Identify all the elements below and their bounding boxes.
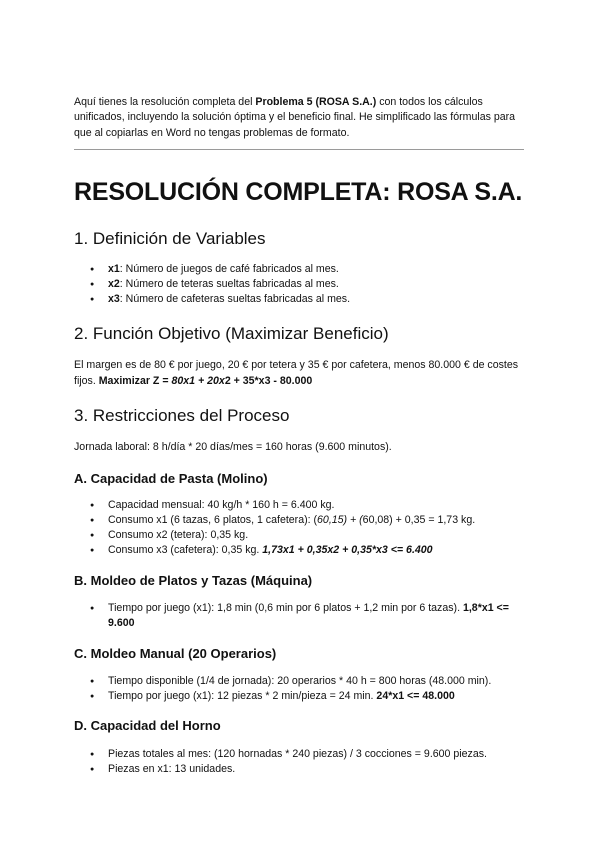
maquina-constraint: 1,8*x1 <= 9.600 (108, 602, 509, 629)
document-title: RESOLUCIÓN COMPLETA: ROSA S.A. (74, 178, 523, 206)
list-item: ● Consumo x1 (6 tazas, 6 platos, 1 cafetera): (60,15) + (60,08) + 0,35 = 1,73 kg. (74, 513, 526, 528)
variables-list (74, 262, 526, 307)
intro-paragraph (74, 95, 526, 142)
list-item: ● Tiempo por juego (x1): 12 piezas * 2 min/pieza = 24 min. 24*x1 <= 48.000 (74, 689, 526, 704)
manual-list (74, 674, 526, 704)
subsection-b-heading: B. Moldeo de Platos y Tazas (Máquina) (74, 573, 313, 588)
subsection-c-heading: C. Moldeo Manual (20 Operarios) (74, 646, 277, 661)
list-item: ● Tiempo por juego (x1): 1,8 min (0,6 min por 6 platos + 1,2 min por 6 tazas). 1,8*x1 <= 9.600 (74, 601, 526, 631)
objective-paragraph: El margen es de 80 € por juego, 20 € por tetera y 35 € por cafetera, menos 80.000 € de costes fijos. Maximizar Z = 80x1 + 20x2 + 35*x3 - 80.000 (74, 359, 519, 387)
list-item: ● Consumo x2 (tetera): 0,35 kg. (74, 528, 526, 543)
intro-problem-name: Problema 5 (ROSA S.A.) (255, 95, 377, 108)
list-item: ● x2: Número de teteras sueltas fabricadas al mes. (74, 277, 526, 292)
section-1-heading: 1. Definición de Variables (74, 229, 266, 248)
subsection-d-heading: D. Capacidad del Horno (74, 718, 221, 733)
maquina-list (74, 601, 526, 631)
section-3-heading: 3. Restricciones del Proceso (74, 406, 290, 425)
list-item: ● Consumo x3 (cafetera): 0,35 kg. 1,73x1 + 0,35x2 + 0,35*x3 <= 6.400 (74, 543, 526, 558)
objective-label: Maximizar Z = (98, 374, 172, 387)
list-item: ● Piezas totales al mes: (120 hornadas * 240 piezas) / 3 cocciones = 9.600 piezas. (74, 747, 526, 762)
pasta-constraint: 1,73x1 + 0,35x2 + 0,35*x3 <= 6.400 (262, 544, 433, 556)
jornada-paragraph: Jornada laboral: 8 h/día * 20 días/mes = 160 horas (9.600 minutos). (74, 441, 392, 453)
list-item: ● Piezas en x1: 13 unidades. (74, 762, 526, 777)
manual-constraint: 24*x1 <= 48.000 (376, 690, 455, 702)
subsection-a-heading: A. Capacidad de Pasta (Molino) (74, 471, 268, 486)
horno-list (74, 747, 526, 777)
section-2-heading: 2. Función Objetivo (Maximizar Beneficio) (74, 324, 389, 343)
list-item: ● Tiempo disponible (1/4 de jornada): 20 operarios * 40 h = 800 horas (48.000 min). (74, 674, 526, 689)
objective-formula: 80x1 + 20x (171, 374, 225, 387)
list-item: ● Capacidad mensual: 40 kg/h * 160 h = 6.400 kg. (74, 498, 526, 513)
horizontal-rule (74, 149, 524, 150)
pasta-list (74, 498, 526, 558)
list-item: ● x3: Número de cafeteras sueltas fabricadas al mes. (74, 292, 526, 307)
intro-text: Aquí tienes la resolución completa del (74, 95, 256, 108)
list-item: ● x1: Número de juegos de café fabricados al mes. (74, 262, 526, 277)
intro-text-rest: con todos los cálculos unificados, incluyendo la solución óptima y el beneficio final. He simplificado las fórmulas para que al copiarlas en Word no tengas problemas de formato. (74, 95, 516, 139)
